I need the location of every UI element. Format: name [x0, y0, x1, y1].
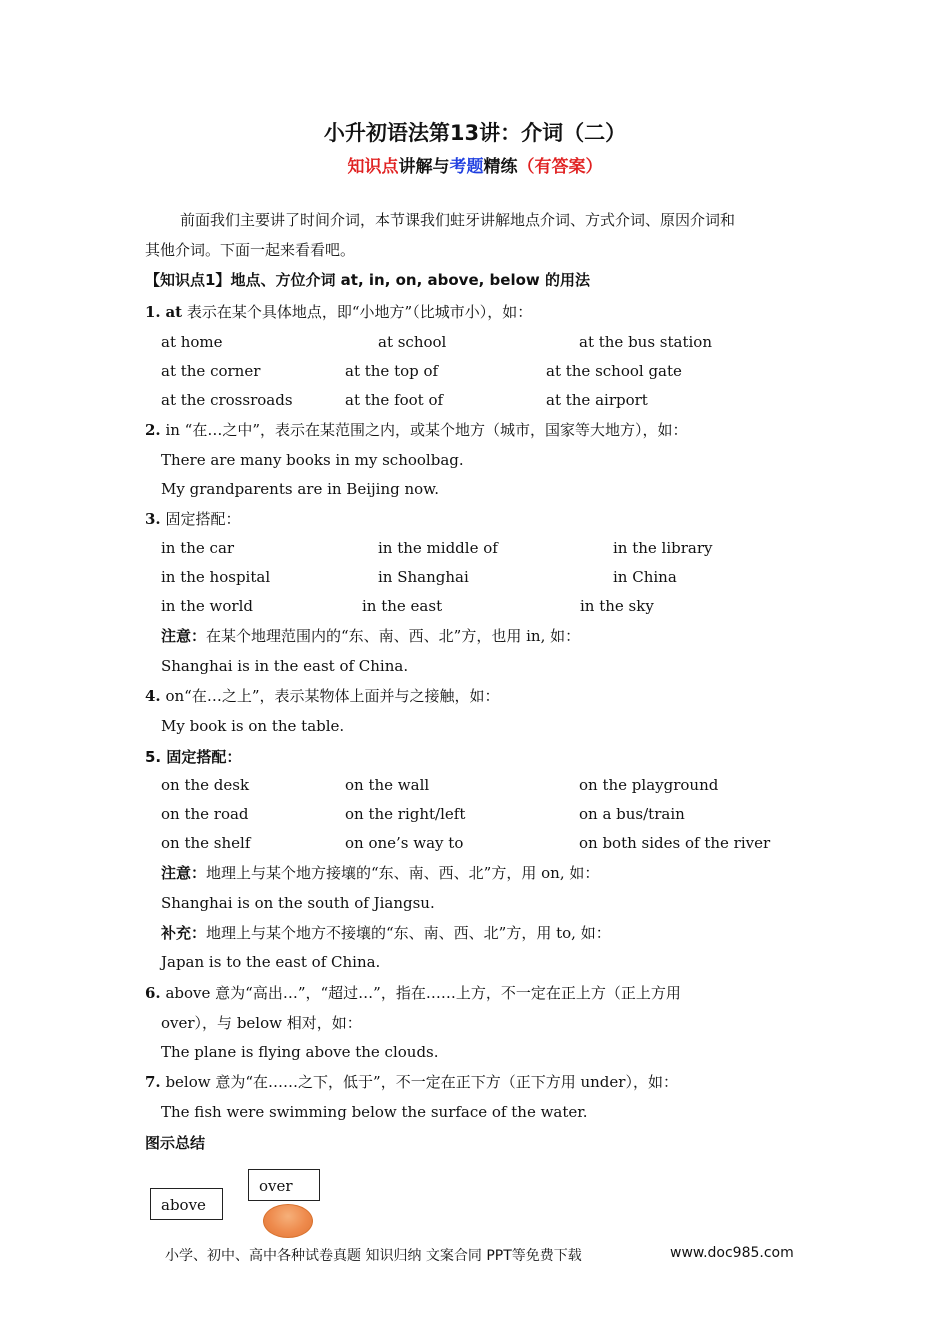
item-2-text: in “在…之中”，表示在某范围之内，或某个地方（城市，国家等大地方），如： [165, 421, 688, 439]
example-sentence: Japan is to the east of China. [161, 953, 381, 971]
item-2-number: 2. [145, 421, 161, 439]
intro-line-2: 其他介词。下面一起来看看吧。 [145, 241, 356, 259]
phrase-cell: at the airport [546, 391, 648, 409]
item-5-text: 固定搭配： [166, 748, 242, 766]
item-4-text: on“在…之上”，表示某物体上面并与之接触，如： [165, 687, 500, 705]
phrase-cell: in the car [161, 539, 235, 557]
phrase-cell: on the wall [345, 776, 430, 794]
item-2-heading [145, 420, 688, 440]
example-sentence: My book is on the table. [161, 717, 345, 735]
footer-url[interactable]: www.doc985.com [670, 1245, 794, 1261]
subtitle-part2: 讲解与 [398, 157, 450, 177]
phrase-cell: at the school gate [546, 362, 682, 380]
phrase-cell: in the hospital [161, 568, 271, 586]
example-sentence: The fish were swimming below the surface of the water. [161, 1103, 588, 1121]
phrase-cell: on the playground [579, 776, 719, 794]
example-sentence: There are many books in my schoolbag. [161, 451, 464, 469]
item-6-number: 6. [145, 984, 161, 1002]
phrase-cell: at the crossroads [161, 391, 293, 409]
phrase-cell: on one’s way to [345, 834, 464, 852]
phrase-cell: on the desk [161, 776, 250, 794]
item-3-text: 固定搭配： [165, 510, 241, 528]
item-3-note [161, 626, 580, 646]
section-heading: 【知识点1】地点、方位介词 at, in, on, above, below 的用法 [145, 271, 590, 289]
note-text: 在某个地理范围内的“东、南、西、北”方，也用 in, 如： [206, 627, 581, 645]
phrase-cell: in the sky [580, 597, 654, 615]
example-sentence: My grandparents are in Beijing now. [161, 480, 440, 498]
phrase-cell: on both sides of the river [579, 834, 771, 852]
phrase-cell: in Shanghai [378, 568, 469, 586]
phrase-cell: in the library [613, 539, 713, 557]
phrase-cell: on a bus/train [579, 805, 685, 823]
item-1-desc: 表示在某个具体地点，即“小地方”（比城市小），如： [186, 303, 533, 321]
item-7-text: below 意为“在……之下，低于”，不一定在正下方（正下方用 under），如： [165, 1073, 678, 1091]
example-sentence: Shanghai is in the east of China. [161, 657, 409, 675]
above-label-box: above [150, 1188, 223, 1220]
item-6-line-1: above 意为“高出…”，“超过…”，指在……上方，不一定在正上方（正上方用 [165, 984, 681, 1002]
item-6-heading [145, 983, 681, 1003]
page-subtitle [0, 152, 950, 177]
item-1-keyword: at [165, 303, 183, 321]
item-7-number: 7. [145, 1073, 161, 1091]
subtitle-part4: 精练 [483, 157, 518, 177]
note-label: 注意： [161, 627, 207, 645]
subtitle-part1: 知识点 [347, 157, 399, 177]
phrase-cell: at the bus station [579, 333, 712, 351]
item-3-heading [145, 509, 240, 529]
phrase-cell: in the world [161, 597, 253, 615]
subtitle-part5: （有答案） [517, 157, 603, 177]
phrase-cell: in the east [362, 597, 443, 615]
item-6-line-2: over），与 below 相对，如： [161, 1014, 362, 1032]
phrase-cell: in China [613, 568, 677, 586]
note-text: 地理上与某个地方接壤的“东、南、西、北”方，用 on, 如： [206, 864, 600, 882]
example-sentence: The plane is flying above the clouds. [161, 1043, 439, 1061]
note-label: 注意： [161, 864, 207, 882]
page-title: 小升初语法第13讲：介词（二） [323, 121, 627, 145]
item-5-number: 5. [145, 748, 162, 766]
item-3-number: 3. [145, 510, 161, 528]
phrase-cell: in the middle of [378, 539, 498, 557]
phrase-cell: on the road [161, 805, 249, 823]
item-4-heading [145, 686, 499, 706]
footer-text: 小学、初中、高中各种试卷真题 知识归纳 文案合同 PPT等免费下载 [165, 1248, 582, 1264]
item-5-heading [145, 746, 241, 767]
item-1-number: 1. [145, 303, 161, 321]
supplement-text: 地理上与某个地方不接壤的“东、南、西、北”方，用 to, 如： [206, 924, 611, 942]
phrase-cell: on the right/left [345, 805, 466, 823]
phrase-cell: at the foot of [345, 391, 444, 409]
subtitle-part3: 考题 [449, 157, 484, 177]
phrase-cell: at the corner [161, 362, 261, 380]
ball-shape [263, 1204, 313, 1238]
diagram-heading: 图示总结 [145, 1134, 206, 1152]
phrase-cell: at school [378, 333, 447, 351]
over-label-box: over [248, 1169, 320, 1201]
item-5-note [161, 863, 599, 883]
item-1-heading [145, 302, 532, 322]
supplement-label: 补充： [161, 924, 207, 942]
item-7-heading [145, 1072, 678, 1092]
phrase-cell: on the shelf [161, 834, 251, 852]
phrase-cell: at home [161, 333, 223, 351]
item-5-supplement [161, 923, 611, 943]
item-4-number: 4. [145, 687, 161, 705]
phrase-cell: at the top of [345, 362, 439, 380]
example-sentence: Shanghai is on the south of Jiangsu. [161, 894, 435, 912]
intro-line-1: 前面我们主要讲了时间介词，本节课我们蛀牙讲解地点介词、方式介词、原因介词和 [180, 211, 736, 229]
